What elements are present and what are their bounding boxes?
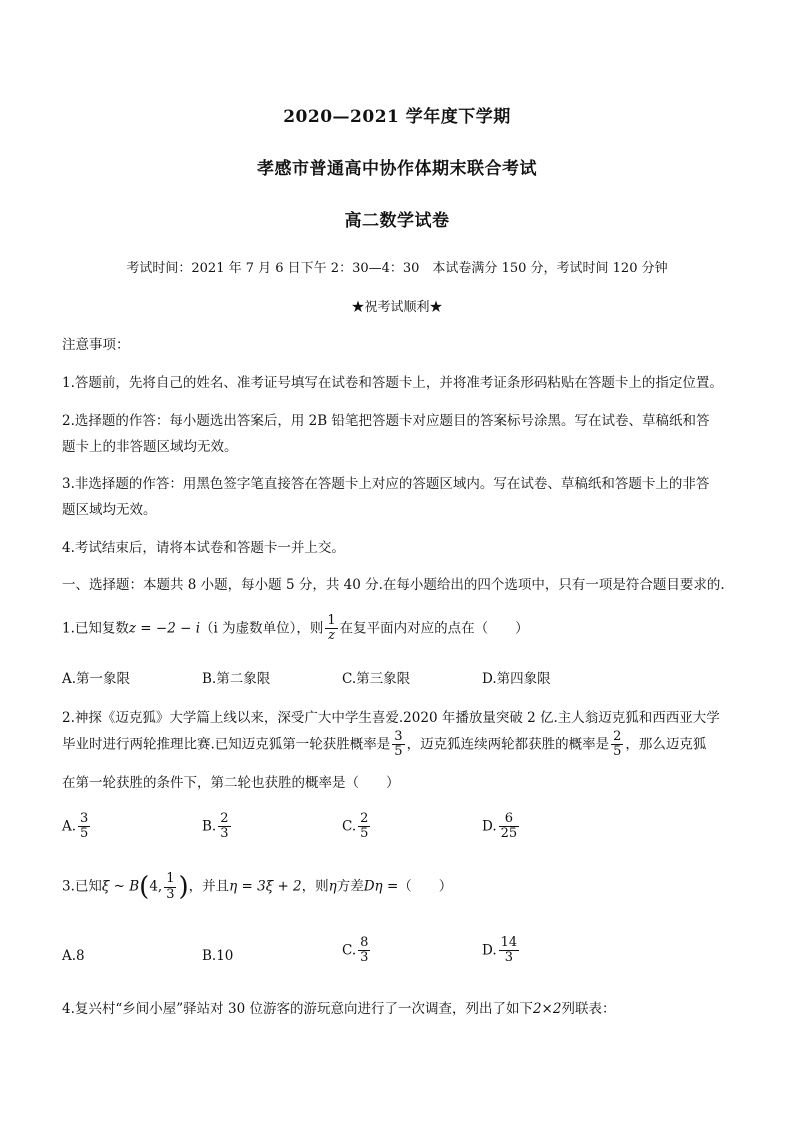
q2-line-2-pre: 毕业时进行两轮推理比赛.已知迈克狐第一轮获胜概率是 bbox=[62, 736, 391, 753]
q2-line-2-post: ，那么迈克狐 bbox=[625, 736, 707, 753]
q2-fraction-1 bbox=[392, 730, 404, 760]
q1-frac-den: z bbox=[328, 628, 335, 644]
q2-fraction-2 bbox=[611, 730, 623, 760]
note-3-line-2: 题区域均无效。 bbox=[62, 502, 157, 518]
q2-line-2-mid: ，迈克狐连续两轮都获胜的概率是 bbox=[406, 736, 610, 753]
q2-option-a-den: 5 bbox=[80, 826, 89, 842]
q2-option-b-den: 3 bbox=[220, 826, 229, 842]
q2-option-d-label: D. bbox=[482, 818, 497, 835]
q2-option-d-num: 6 bbox=[499, 812, 520, 827]
q2-option-b-fraction bbox=[218, 812, 230, 842]
q3-option-b: B.10 bbox=[202, 948, 234, 964]
q3-paren-open: ( bbox=[139, 872, 150, 902]
q2-option-c-label: C. bbox=[342, 818, 357, 835]
q3-eta-equation: η = 3ξ + 2 bbox=[229, 878, 302, 895]
q2-line-2 bbox=[62, 730, 706, 760]
note-2-line-2: 题卡上的非答题区域均无效。 bbox=[62, 439, 238, 455]
q3-option-c bbox=[342, 936, 372, 966]
question-4 bbox=[62, 997, 615, 1017]
header-year: 2020—2021 学年度下学期 bbox=[283, 107, 511, 127]
q3-b-arg1: 4, bbox=[149, 878, 163, 895]
q3-mid2: ，则 bbox=[301, 878, 329, 895]
q3-option-c-label: C. bbox=[342, 942, 357, 959]
q3-eta: η bbox=[328, 878, 337, 895]
q2-line-3: 在第一轮获胜的条件下，第二轮也获胜的概率是（ ） bbox=[62, 775, 400, 791]
q2-f2-den: 5 bbox=[613, 744, 622, 760]
q2-option-c-den: 5 bbox=[360, 826, 369, 842]
q2-option-d-fraction bbox=[499, 812, 520, 842]
q2-option-b-label: B. bbox=[202, 818, 217, 835]
q1-frac-num: 1 bbox=[327, 613, 336, 628]
q2-option-b bbox=[202, 812, 233, 842]
q3-option-c-num: 8 bbox=[360, 935, 369, 950]
q1-option-d: D.第四象限 bbox=[482, 671, 551, 687]
q1-option-c: C.第三象限 bbox=[342, 671, 411, 687]
q3-option-d-den: 3 bbox=[504, 950, 514, 966]
q3-option-c-den: 3 bbox=[360, 950, 369, 966]
q2-f2-num: 2 bbox=[613, 729, 622, 744]
q3-b-num: 1 bbox=[166, 871, 175, 887]
q1-mid: （i 为虚数单位），则 bbox=[200, 620, 324, 637]
note-3-line-1: 3.非选择题的作答：用黑色签字笔直接答在答题卡上对应的答题区域内。写在试卷、草稿纸和答题卡上的非答 bbox=[62, 476, 710, 492]
q3-option-d bbox=[482, 936, 521, 966]
q1-z-equation: z = −2 − i bbox=[128, 620, 201, 637]
q1-fraction bbox=[325, 614, 337, 644]
q2-option-a-label: A. bbox=[62, 818, 77, 835]
q2-option-c bbox=[342, 812, 372, 842]
header-exam-info: 考试时间：2021 年 7 月 6 日下午 2：30—4：30 本试卷满分 150 分，考试时间 120 分钟 bbox=[126, 261, 668, 276]
q3-pre: 3.已知 bbox=[62, 878, 102, 895]
q3-mid: ，并且 bbox=[188, 878, 230, 895]
note-4: 4.考试结束后，请将本试卷和答题卡一并上交。 bbox=[62, 540, 345, 556]
q3-b-fraction bbox=[164, 872, 176, 902]
q1-post: 在复平面内对应的点在（ ） bbox=[339, 620, 529, 637]
q1-option-a: A.第一象限 bbox=[62, 671, 131, 687]
q3-paren-close: ) bbox=[178, 872, 189, 902]
q2-f1-den: 5 bbox=[394, 744, 403, 760]
q3-option-a: A.8 bbox=[62, 948, 85, 964]
q2-option-c-fraction bbox=[358, 812, 370, 842]
question-3 bbox=[62, 872, 452, 902]
header-wish: ★祝考试顺利★ bbox=[351, 300, 443, 315]
q1-pre: 1.已知复数 bbox=[62, 620, 129, 637]
q4-pre: 4.复兴村“乡间小屋”驿站对 30 位游客的游玩意向进行了一次调查，列出了如下 bbox=[62, 1001, 533, 1017]
q3-post1: 方差 bbox=[336, 878, 364, 895]
q2-option-c-num: 2 bbox=[360, 811, 369, 826]
q2-option-b-num: 2 bbox=[220, 811, 229, 826]
header-exam-name: 孝感市普通高中协作体期末联合考试 bbox=[257, 159, 537, 179]
header-subject: 高二数学试卷 bbox=[344, 211, 450, 231]
q3-post2: （ ） bbox=[398, 878, 453, 895]
q3-option-d-num: 14 bbox=[500, 935, 518, 950]
q2-option-a bbox=[62, 812, 92, 842]
question-1 bbox=[62, 614, 529, 644]
q2-option-a-num: 3 bbox=[80, 811, 89, 826]
note-2-line-1: 2.选择题的作答：每小题选出答案后，用 2B 铅笔把答题卡对应题目的答案标号涂黑。写在试卷、草稿纸和答 bbox=[62, 413, 710, 429]
note-1: 1.答题前，先将自己的姓名、准考证号填写在试卷和答题卡上，并将准考证条形码粘贴在答题卡上的指定位置。 bbox=[62, 375, 723, 391]
q1-option-b: B.第二象限 bbox=[202, 671, 271, 687]
q2-option-d bbox=[482, 812, 521, 842]
q3-option-d-label: D. bbox=[482, 942, 497, 959]
q3-b-den: 3 bbox=[166, 886, 175, 902]
q2-option-a-fraction bbox=[78, 812, 90, 842]
q3-option-c-fraction bbox=[358, 936, 370, 966]
q2-line-1: 2.神探《迈克狐》大学篇上线以来，深受广大中学生喜爱.2020 年播放量突破 2 亿.主人翁迈克狐和西西亚大学 bbox=[62, 710, 720, 726]
q2-option-d-den: 25 bbox=[500, 826, 518, 842]
q2-f1-num: 3 bbox=[394, 729, 403, 744]
q3-option-d-fraction bbox=[499, 936, 520, 966]
notes-heading: 注意事项： bbox=[62, 337, 130, 353]
section-1-heading: 一、选择题：本题共 8 小题，每小题 5 分，共 40 分.在每小题给出的四个选项中，只有一项是符合题目要求的. bbox=[62, 577, 725, 593]
q4-table-size: 2×2 bbox=[532, 1001, 562, 1017]
q3-xi-b: ξ ~ B bbox=[101, 878, 140, 895]
q3-d-eta: Dη = bbox=[363, 878, 399, 895]
q4-post: 列联表： bbox=[561, 1001, 616, 1017]
